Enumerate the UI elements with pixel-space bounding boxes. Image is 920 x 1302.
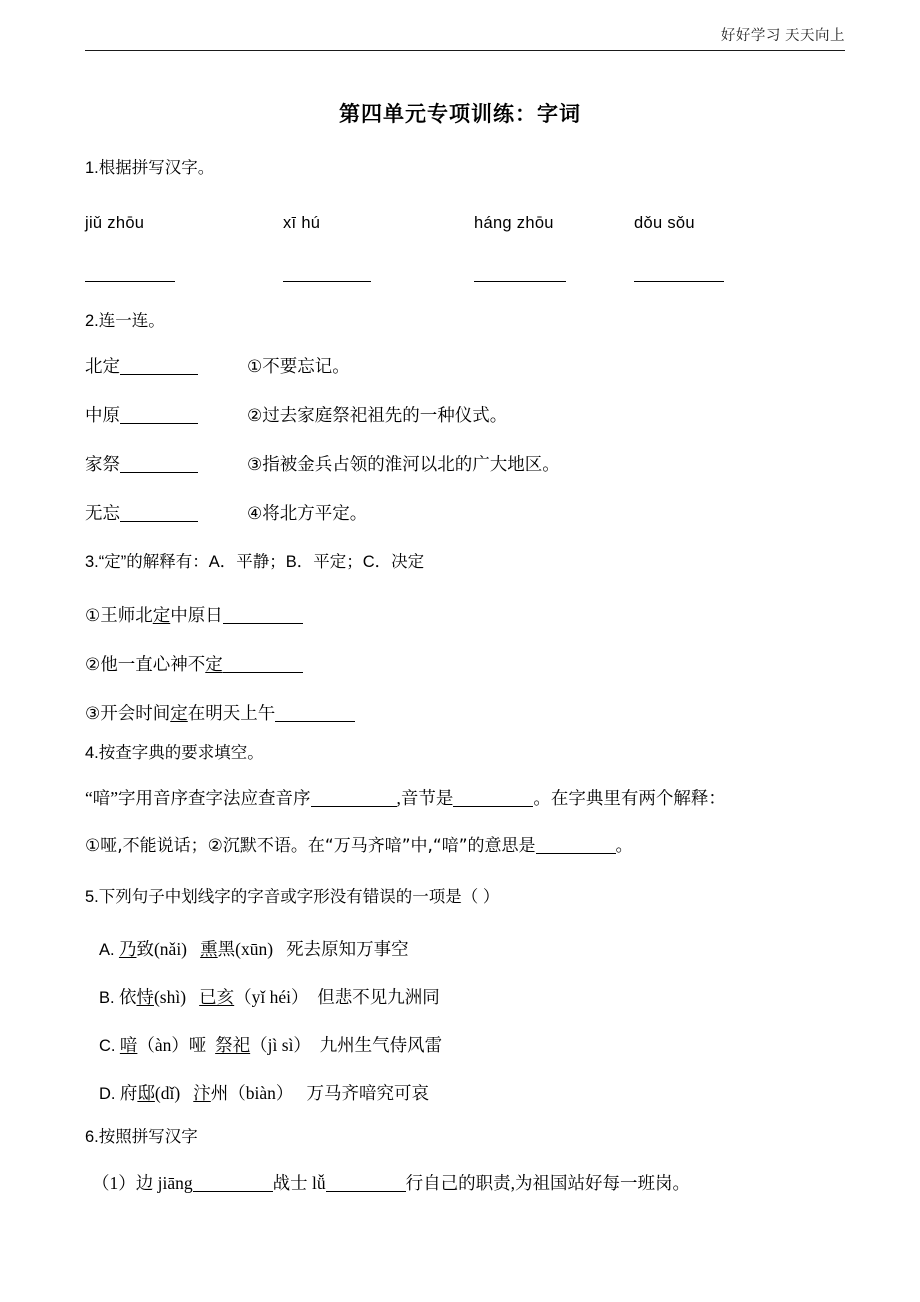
q5-option-a-part3: 死去原知万事空: [286, 939, 409, 959]
q2-left-item-2[interactable]: [85, 404, 198, 426]
question-6-prompt: 6.按照拼写汉字: [85, 1128, 198, 1146]
q2-right-marker-1: ①: [247, 357, 263, 377]
q5-option-d-part3: 万马齐喑究可哀: [306, 1083, 430, 1103]
q5-option-d-part1-underlined: 邸: [137, 1083, 155, 1103]
q5-option-c-part3: 九州生气侍风雷: [319, 1035, 443, 1055]
q2-left-item-1[interactable]: [85, 355, 198, 377]
q3-before-2: 他一直心神不: [100, 654, 206, 674]
q3-before-3: 开会时间: [100, 703, 171, 723]
q3-answer-blank-3[interactable]: [275, 721, 355, 722]
q5-option-d-part2-underlined: 汴: [193, 1083, 211, 1103]
q3-after-1: 中原日: [170, 605, 223, 625]
q4-blank-meaning[interactable]: [536, 853, 616, 854]
q2-right-marker-2: ②: [247, 406, 263, 426]
q5-option-b-part1-pre: 依: [118, 987, 137, 1007]
q3-marker-1: ①: [85, 606, 101, 626]
q5-option-d-part1-pre: 府: [119, 1083, 138, 1103]
q6-blank-jiang[interactable]: [193, 1191, 273, 1192]
q5-option-a-part2-rest: 黑(xūn): [217, 939, 274, 959]
q6-item-1[interactable]: [92, 1172, 690, 1194]
q5-option-a-part1-rest: 致(nǎi): [136, 939, 188, 959]
q5-option-d-label: D.: [99, 1085, 116, 1103]
q5-option-c-part2-underlined: 祭祀: [215, 1035, 251, 1055]
q3-key-1: 定: [152, 605, 171, 625]
q4-meaning-1: ①哑,不能说话；: [85, 836, 208, 856]
q3-key-3: 定: [170, 703, 188, 723]
q6-item1-text-c: 行自己的职责,为祖国站好每一班岗。: [405, 1173, 690, 1193]
q3-answer-blank-1[interactable]: [223, 623, 303, 624]
q1-pinyin-2: xī hú: [283, 214, 321, 232]
q3-key-2: 定: [205, 654, 223, 674]
q4-line1-text-b: ,音节是: [396, 788, 454, 808]
q5-option-b-label: B.: [99, 989, 115, 1007]
q2-left-item-3[interactable]: [85, 453, 198, 475]
q5-option-b-part2-underlined: 已亥: [199, 987, 235, 1007]
header-divider: [85, 50, 845, 51]
q2-right-item-4[interactable]: [247, 502, 367, 525]
q4-blank-yinxu[interactable]: [311, 806, 397, 807]
q5-option-a-part1-underlined: 乃: [118, 939, 137, 959]
q2-right-item-2[interactable]: [247, 404, 507, 427]
q2-left-label-2: 中原: [85, 405, 120, 425]
question-5-prompt: 5.下列句子中划线字的字音或字形没有错误的一项是（ ）: [85, 888, 500, 906]
question-3-prompt: 3.“定”的解释有：A．平静；B．平定；C．决定: [85, 553, 425, 571]
page-title: 第四单元专项训练：字词: [339, 102, 581, 126]
q4-meaning-2: ②沉默不语。在“万马齐喑”中,“喑”的意思是: [207, 836, 536, 856]
q3-answer-blank-2[interactable]: [223, 672, 303, 673]
q6-item1-text-b: 战士 lǚ: [272, 1173, 326, 1193]
q2-right-text-3: 指被金兵占领的淮河以北的广大地区。: [262, 454, 560, 474]
q5-option-c[interactable]: [99, 1034, 442, 1057]
q2-right-item-1[interactable]: [247, 355, 350, 378]
q1-pinyin-4: dǒu sǒu: [634, 214, 695, 232]
q6-blank-lv[interactable]: [326, 1191, 406, 1192]
question-4-prompt: 4.按查字典的要求填空。: [85, 744, 264, 762]
q5-option-d-part2-rest: 州（biàn）: [210, 1083, 294, 1103]
q3-after-3: 在明天上午: [187, 703, 276, 723]
q2-right-text-4: 将北方平定。: [262, 503, 368, 523]
q4-line1-text-a: “喑”字用音序查字法应查音序: [85, 788, 311, 808]
q2-left-label-4: 无忘: [85, 503, 120, 523]
q1-pinyin-3: háng zhōu: [474, 214, 554, 232]
q3-before-1: 王师北: [100, 605, 153, 625]
q1-pinyin-1: jiǔ zhōu: [85, 214, 145, 232]
q2-right-text-1: 不要忘记。: [262, 356, 350, 376]
q4-blank-yinjie[interactable]: [453, 806, 533, 807]
q2-left-item-4[interactable]: [85, 502, 198, 524]
q2-left-blank-3[interactable]: [120, 472, 198, 473]
q5-option-b[interactable]: [99, 986, 440, 1009]
q1-answer-blank-1[interactable]: [85, 262, 175, 284]
q1-answer-blank-2[interactable]: [283, 262, 371, 284]
q5-option-c-label: C.: [99, 1037, 116, 1055]
q5-option-c-part2-rest: （jì sì）: [250, 1035, 311, 1055]
q2-right-marker-3: ③: [247, 455, 263, 475]
q1-answer-blank-4[interactable]: [634, 262, 724, 284]
q5-option-a[interactable]: [99, 938, 409, 961]
q4-line1-text-c: 。在字典里有两个解释：: [533, 788, 726, 808]
q5-option-b-part1-underlined: 恃: [136, 987, 154, 1007]
q5-option-b-part3: 但悲不见九洲同: [317, 987, 440, 1007]
question-1-prompt: 1.根据拼写汉字。: [85, 159, 215, 177]
q3-marker-3: ③: [85, 704, 101, 724]
q2-right-marker-4: ④: [247, 504, 263, 524]
q4-line2-text-c: 。: [615, 835, 634, 855]
q5-option-d-part1-rest: (dǐ): [154, 1083, 181, 1103]
q3-marker-2: ②: [85, 655, 101, 675]
q5-option-b-part2-rest: （yǐ héi）: [234, 987, 309, 1007]
q3-item-2[interactable]: [85, 653, 303, 676]
q3-item-1[interactable]: [85, 604, 303, 627]
q2-left-label-3: 家祭: [85, 454, 120, 474]
question-2-prompt: 2.连一连。: [85, 312, 165, 330]
q2-right-item-3[interactable]: [247, 453, 560, 476]
q5-option-d[interactable]: [99, 1082, 429, 1105]
q6-item1-text-a: （1）边 jiāng: [92, 1173, 193, 1193]
q2-left-label-1: 北定: [85, 356, 120, 376]
q2-left-blank-1[interactable]: [120, 374, 198, 375]
q2-left-blank-2[interactable]: [120, 423, 198, 424]
header-slogan: 好好学习 天天向上: [720, 28, 845, 44]
q4-line-2[interactable]: [85, 834, 633, 857]
q3-item-3[interactable]: [85, 702, 355, 725]
q1-answer-blank-3[interactable]: [474, 262, 566, 284]
q5-option-c-part1-underlined: 喑: [119, 1035, 138, 1055]
q5-option-c-part1-rest: （àn）哑: [137, 1035, 207, 1055]
q2-left-blank-4[interactable]: [120, 521, 198, 522]
q5-option-a-part2-underlined: 熏: [200, 939, 218, 959]
q2-right-text-2: 过去家庭祭祀祖先的一种仪式。: [262, 405, 508, 425]
q5-option-b-part1-rest: (shì): [153, 987, 187, 1007]
q5-option-a-label: A.: [99, 941, 115, 959]
page-header: [85, 24, 845, 56]
q4-line-1[interactable]: [85, 787, 726, 809]
